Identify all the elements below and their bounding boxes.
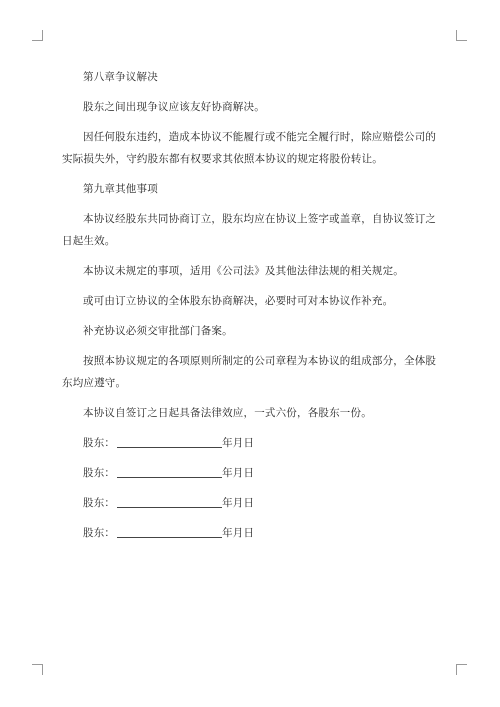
signature-date-suffix: 年月日: [222, 437, 255, 449]
signature-label: 股东：: [83, 497, 116, 509]
signature-line-4: [62, 522, 440, 544]
chapter-8-heading: 第八章争议解决: [83, 71, 158, 83]
crop-mark-top-right: [456, 30, 467, 41]
document-body: [62, 66, 440, 552]
signature-blank[interactable]: [117, 525, 222, 538]
signature-label: 股东：: [83, 437, 116, 449]
chapter-9-paragraph-2: 本协议未规定的事项，适用《公司法》及其他法律法规的相关规定。: [83, 265, 404, 277]
signature-date-suffix: 年月日: [222, 467, 255, 479]
signature-date-suffix: 年月日: [222, 497, 255, 509]
chapter-9-paragraph-3: 或可由订立协议的全体股东协商解决，必要时可对本协议作补充。: [83, 295, 394, 307]
signature-label: 股东：: [83, 527, 116, 539]
crop-mark-bottom-right: [456, 664, 467, 675]
signature-line-3: [62, 492, 440, 514]
chapter-9-paragraph-1: 本协议经股东共同协商订立，股东均应在协议上签字或盖章，自协议签订之日起生效。: [62, 213, 437, 247]
signature-line-1: [62, 432, 440, 454]
chapter-9-paragraph-6: 本协议自签订之日起具备法律效应，一式六份，各股东一份。: [83, 407, 372, 419]
chapter-9-paragraph-5: 按照本协议规定的各项原则所制定的公司章程为本协议的组成部分，全体股东均应遵守。: [62, 355, 437, 389]
signature-blank[interactable]: [117, 465, 222, 478]
crop-mark-bottom-left: [32, 664, 43, 675]
signature-line-2: [62, 462, 440, 484]
chapter-8-paragraph-1: 股东之间出现争议应该友好协商解决。: [83, 101, 265, 113]
signature-blank[interactable]: [117, 435, 222, 448]
chapter-9-paragraph-4: 补充协议必须交审批部门备案。: [83, 325, 233, 337]
signature-label: 股东：: [83, 467, 116, 479]
signature-blank[interactable]: [117, 495, 222, 508]
crop-mark-top-left: [32, 30, 43, 41]
chapter-9-heading: 第九章其他事项: [83, 183, 158, 195]
chapter-8-paragraph-2: 因任何股东违约，造成本协议不能履行或不能完全履行时，除应赔偿公司的实际损失外，守约股东都有权要求其依照本协议的规定将股份转让。: [62, 131, 437, 165]
signature-date-suffix: 年月日: [222, 527, 255, 539]
